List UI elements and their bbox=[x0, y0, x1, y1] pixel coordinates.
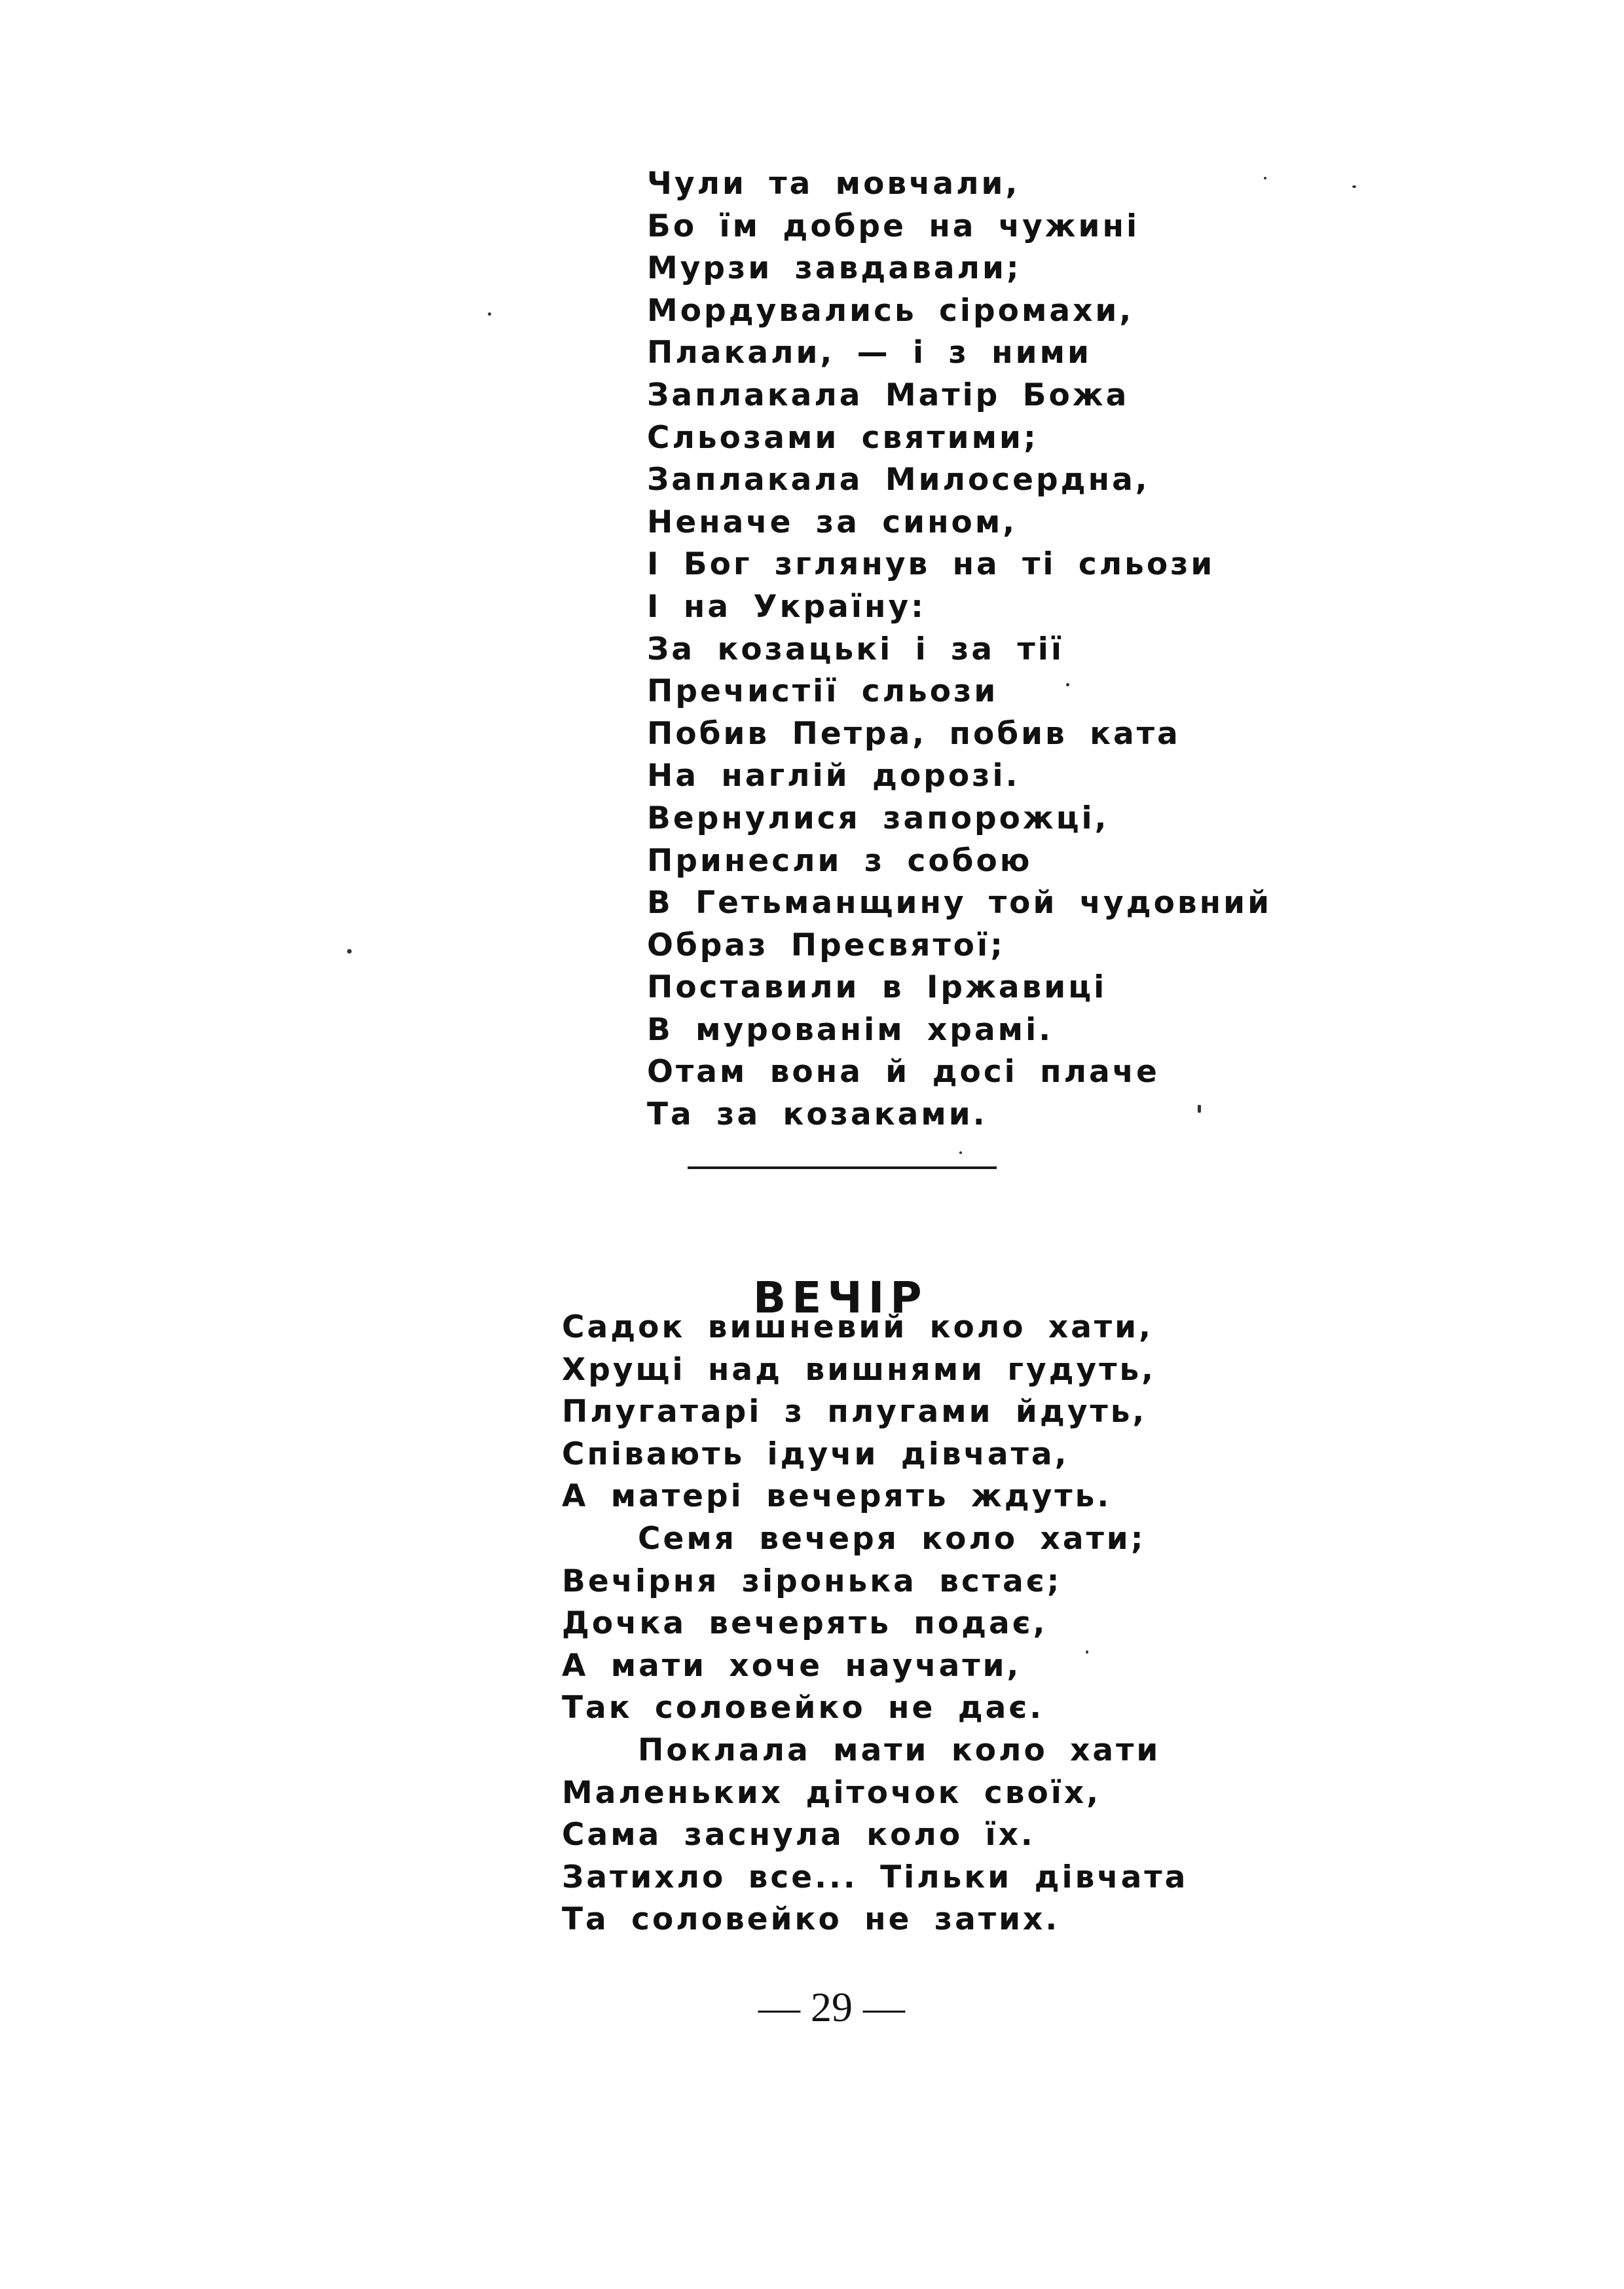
poem-line: Так соловейко не дає. bbox=[562, 1690, 1044, 1726]
poem-line: Вернулися запорожці, bbox=[647, 800, 1109, 836]
poem-line: Пречистії сльози bbox=[647, 673, 999, 710]
poem-line: Та соловейко не затих. bbox=[562, 1901, 1060, 1938]
poem-line: Та за козаками. bbox=[647, 1096, 987, 1133]
poem-line: Неначе за сином, bbox=[647, 504, 1018, 540]
poem-line: А матері вечерять ждуть. bbox=[562, 1478, 1112, 1515]
print-speck bbox=[347, 949, 352, 954]
poem-line: Принесли з собою bbox=[647, 842, 1033, 879]
poem-line: Образ Пресвятої; bbox=[647, 927, 1005, 963]
poem-line: Хрущі над вишнями гудуть, bbox=[562, 1351, 1156, 1388]
print-speck bbox=[959, 1151, 962, 1154]
poem-line: Садок вишневий коло хати, bbox=[562, 1309, 1153, 1345]
poem-line: Побив Петра, побив ката bbox=[647, 715, 1181, 752]
poem-line: Бо їм добре на чужині bbox=[647, 208, 1140, 244]
print-speck bbox=[1352, 185, 1356, 188]
poem-line: Чули та мовчали, bbox=[647, 166, 1020, 202]
print-speck bbox=[1198, 1105, 1201, 1113]
poem-line: І на Україну: bbox=[647, 588, 926, 625]
poem-line: За козацькі і за тії bbox=[647, 631, 1064, 667]
print-speck bbox=[1066, 683, 1069, 686]
poem-line: Мурзи завдавали; bbox=[647, 250, 1022, 287]
poem-line: Вечірня зіронька встає; bbox=[562, 1563, 1062, 1599]
poem-line: На наглій дорозі. bbox=[647, 758, 1020, 794]
poem-line: Заплакала Матір Божа bbox=[647, 377, 1130, 413]
poem-line: Отам вона й досі плаче bbox=[647, 1054, 1160, 1090]
poem-line: Заплакала Милосердна, bbox=[647, 462, 1150, 498]
print-speck bbox=[488, 312, 491, 316]
evening-poem bbox=[562, 1307, 1188, 1941]
upper-poem bbox=[647, 163, 1272, 1136]
poem-line: Мордувались сіромахи, bbox=[647, 292, 1134, 329]
poem-line: І Бог зглянув на ті сльози bbox=[647, 546, 1215, 583]
print-speck bbox=[1264, 177, 1266, 179]
section-divider bbox=[688, 1166, 997, 1169]
print-speck bbox=[1086, 1650, 1088, 1654]
poem-line: А мати хоче научати, bbox=[562, 1647, 1022, 1684]
poem-line: Дочка вечерять подає, bbox=[562, 1605, 1048, 1642]
poem-line: Сама заснула коло їх. bbox=[562, 1817, 1035, 1853]
poem-line: Поклала мати коло хати bbox=[638, 1732, 1161, 1768]
poem-line: Маленьких діточок своїх, bbox=[562, 1774, 1101, 1811]
poem-title: ВЕЧІР bbox=[753, 1272, 928, 1323]
poem-line: Поставили в Іржавиці bbox=[647, 969, 1107, 1006]
poem-line: Співають ідучи дівчата, bbox=[562, 1436, 1069, 1472]
poem-line: В Гетьманщину той чудовний bbox=[647, 885, 1272, 921]
poem-line: Плакали, — і з ними bbox=[647, 335, 1092, 371]
poem-line: Семя вечеря коло хати; bbox=[638, 1520, 1146, 1557]
poem-line: Плугатарі з плугами йдуть, bbox=[562, 1394, 1147, 1430]
poem-line: Сльозами святими; bbox=[647, 419, 1039, 456]
poem-line: Затихло все... Тільки дівчата bbox=[562, 1859, 1189, 1895]
page-number: — 29 — bbox=[758, 1984, 905, 2030]
poem-line: В мурованім храмі. bbox=[647, 1011, 1054, 1048]
